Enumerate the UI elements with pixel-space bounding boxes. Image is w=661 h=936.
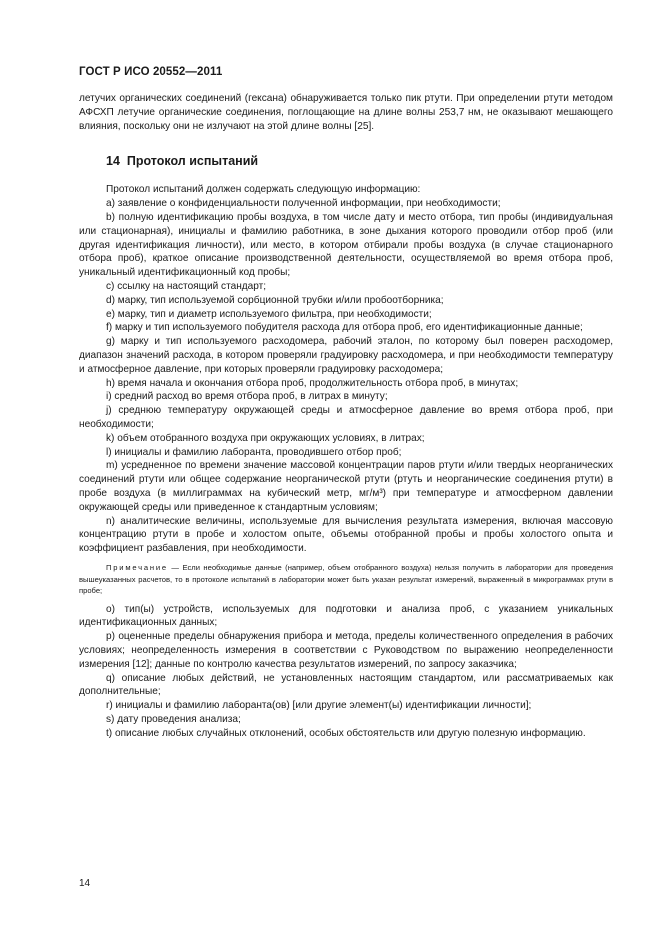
section-heading [79,153,613,169]
note-text: — Если необходимые данные (например, объем отобранного воздуха) нельзя получить в лаборатории для проведения вышеуказанных расчетов, то в протоколе испытаний в лаборатории может быть указан результат измерений, выраженный в микрограммах ртути в пробе; [79,562,613,596]
list-item: r) инициалы и фамилию лаборанта(ов) [или другие элемент(ы) идентификации личности]; [106,700,532,712]
list-item: q) описание любых действий, не установленных настоящим стандартом, или рассматриваемых как дополнительные; [79,672,613,698]
section-lead: Протокол испытаний должен содержать следующую информацию: [106,184,421,196]
list-item: o) тип(ы) устройств, используемых для подготовки и анализа проб, с указанием уникальных идентификационных данных; [79,603,613,629]
note-label: Примечание [106,562,168,572]
note [79,562,613,597]
list-item: m) усредненное по времени значение массовой концентрации паров ртути и/или твердых неорганических соединений ртути или общее содержание неорганической ртути (ртуть и неорганические соединения ртути) в пробе воздуха (в миллиграммах на кубический метр, мг/м³) при температуре и атмосферном давлении окружающей среды или приведенное к стандартным условиям; [79,460,613,513]
list-after-note [79,603,613,741]
list-item: b) полную идентификацию пробы воздуха, в том числе дату и место отбора, тип пробы (индивидуальная или стационарная), инициалы и фамилию работника, в зоне дыхания которого проводили отбор проб (или другая идентификация личности), или место, в котором отбирали пробы воздуха (в случае стационарного отбора проб), краткое описание производственной деятельности, осуществляемой во время отбора проб, уникальный идентификационный код пробы; [79,211,613,279]
list-item: p) оцененные пределы обнаружения прибора и метода, пределы количественного определения в рабочих условиях; неопределенность измерения в соответствии с Руководством по выражению неопределенности измерения [12]; данные по контролю качества результатов измерений, по запросу заказчика; [79,631,613,670]
section-number: 14 [106,154,120,169]
list-item: a) заявление о конфиденциальности полученной информации, при необходимости; [106,198,501,210]
list-item: f) марку и тип используемого побудителя расхода для отбора проб, его идентификационные данные; [106,322,583,334]
list-item: c) ссылку на настоящий стандарт; [106,280,267,292]
list-item: e) марку, тип и диаметр используемого фильтра, при необходимости; [106,308,432,320]
list-item: i) средний расход во время отбора проб, в литрах в минуту; [106,391,388,403]
document-header: ГОСТ Р ИСО 20552—2011 [79,66,223,78]
list-item: k) объем отобранного воздуха при окружающих условиях, в литрах; [106,432,425,444]
list-item: s) дату проведения анализа; [106,714,241,726]
list-item: d) марку, тип используемой сорбционной трубки и/или пробоотборника; [106,294,444,306]
list-item: t) описание любых случайных отклонений, особых обстоятельств или другую полезную информацию. [106,727,586,739]
list-before-note [79,197,613,556]
section-title: Протокол испытаний [126,154,259,169]
intro-paragraph: летучих органических соединений (гексана) обнаруживается только пик ртути. При определении ртути методом АФСХП летучие органические соединения, поглощающие на длине волны 253,7 нм, не оказывают мешающего влияния, поскольку они не излучают на этой длине волны [25]. [79,93,613,132]
list-item: g) марку и тип используемого расходомера, рабочий эталон, по которому был поверен расходомер, диапазон значений расхода, в котором проверяли градуировку расходомера, и при необходимости температуру и атмосферное давление, при которых проверяли градуировку расходомера; [79,336,613,375]
list-item: h) время начала и окончания отбора проб, продолжительность отбора проб, в минутах; [106,377,519,389]
page-number: 14 [79,878,91,889]
list-item: n) аналитические величины, используемые для вычисления результата измерения, включая массовую концентрацию ртути в пробе и холостом опыте, объемы отобранной пробы и пробы холостого опыта и коэффициент разбавления, при необходимости. [79,515,613,555]
list-item: l) инициалы и фамилию лаборанта, проводившего отбор проб; [106,446,402,458]
document-body [79,92,613,741]
list-item: j) среднюю температуру окружающей среды и атмосферное давление во время отбора проб, при необходимости; [79,405,613,430]
